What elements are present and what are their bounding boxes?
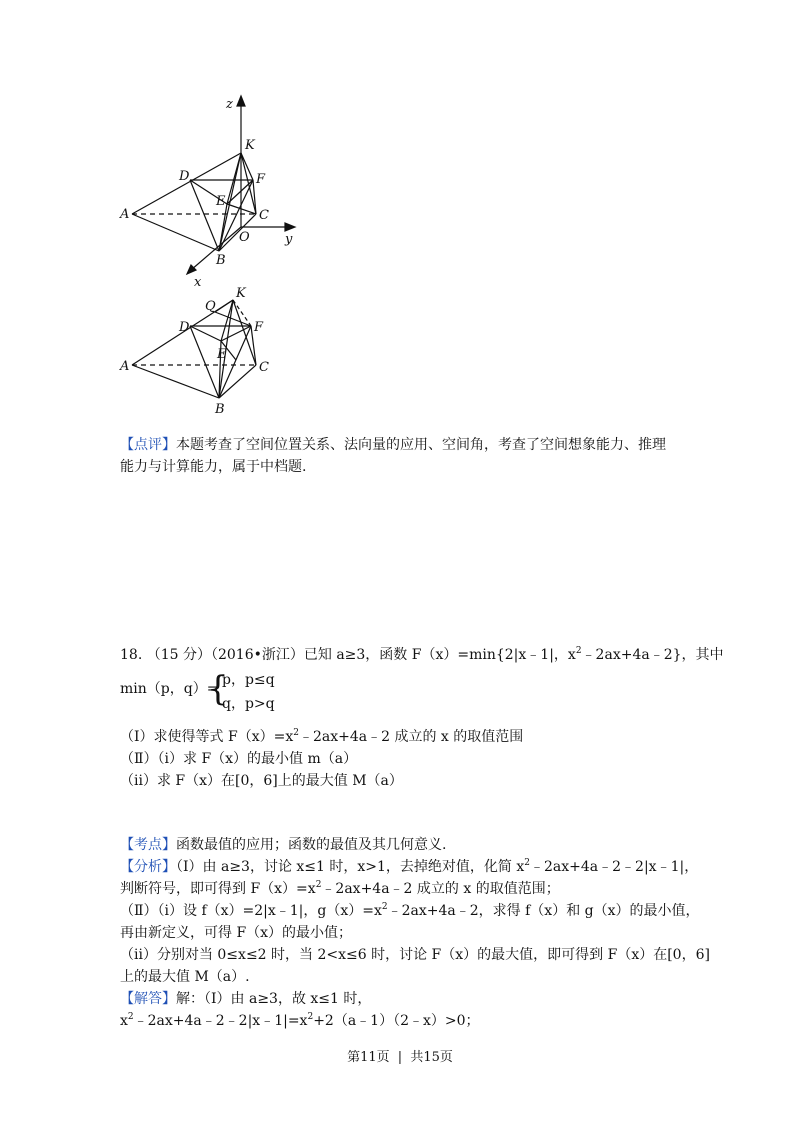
label-y: y <box>285 232 293 247</box>
label-O: O <box>239 230 250 245</box>
label-x: x <box>194 275 202 287</box>
fenxi-1-b: ﹣2ax+4a﹣2﹣2|x﹣1|， <box>530 859 699 875</box>
comment-line-2: 能力与计算能力，属于中档题. <box>120 459 307 475</box>
comment-text-1: 本题考查了空间位置关系、法向量的应用、空间角，考查了空间想象能力、推理 <box>176 437 666 453</box>
problem-source: （2016•浙江） <box>210 647 304 663</box>
part-1-sup: 2 <box>293 728 299 738</box>
jieda-2-c: +2（a﹣1）（2﹣x）>0； <box>313 1013 480 1029</box>
problem-stem-b: ﹣2ax+4a﹣2}，其中 <box>581 647 724 663</box>
figure-1-diagram <box>115 92 305 287</box>
fenxi-3-a: （Ⅱ）（i）设 f（x）=2|x﹣1|，g（x）=x <box>120 903 382 919</box>
fenxi-line-4: 再由新定义，可得 F（x）的最小值； <box>120 925 353 941</box>
problem-stem <box>120 644 724 666</box>
piecewise-brace: { <box>207 669 229 709</box>
min-definition-label: min（p，q）= <box>120 681 219 697</box>
comment-line-1 <box>120 434 666 456</box>
label-z: z <box>226 97 233 112</box>
jieda-line-2 <box>120 1010 480 1032</box>
part-1-a: （Ⅰ）求使得等式 F（x）=x <box>120 729 294 745</box>
problem-stem-a: 已知 a≥3，函数 F（x）=min{2|x﹣1|，x <box>303 647 576 663</box>
y-axis-arrow <box>285 223 295 231</box>
label-A: A <box>120 207 130 222</box>
label-K: K <box>245 138 255 153</box>
label-D: D <box>179 169 190 184</box>
jieda-2-sup2: 2 <box>307 1012 314 1022</box>
part-3: （ii）求 F（x）在[0，6]上的最大值 M（a） <box>120 773 403 789</box>
jieda-2-b: ﹣2ax+4a﹣2﹣2|x﹣1|=x <box>133 1013 308 1029</box>
jieda-2-sup1: 2 <box>127 1012 134 1022</box>
fenxi-1-sup: 2 <box>524 858 531 868</box>
fenxi-2-sup: 2 <box>315 880 322 890</box>
label-Q: Q <box>205 299 216 314</box>
jieda-tag: 【解答】 <box>120 991 176 1007</box>
comment-tag: 【点评】 <box>120 437 176 453</box>
figure-2-diagram <box>115 283 285 418</box>
label-D: D <box>179 320 190 335</box>
label-B: B <box>216 253 226 268</box>
problem-number: 18. <box>120 647 143 663</box>
label-A: A <box>120 359 130 374</box>
page-footer <box>0 1047 800 1069</box>
fenxi-line-6: 上的最大值 M（a）. <box>120 969 250 985</box>
part-1 <box>120 726 523 748</box>
label-B: B <box>215 402 225 417</box>
kaodian-line <box>120 834 446 856</box>
fenxi-line-3 <box>120 900 700 922</box>
jieda-2-a: x <box>120 1013 128 1029</box>
footer-separator: | <box>397 1050 403 1065</box>
piecewise-case-2: q，p>q <box>222 696 275 712</box>
part-2: （Ⅱ）（i）求 F（x）的最小值 m（a） <box>120 751 358 767</box>
fenxi-tag: 【分析】 <box>120 859 176 875</box>
jieda-line-1 <box>120 988 371 1010</box>
part-1-b: ﹣2ax+4a﹣2 成立的 x 的取值范围 <box>298 729 524 745</box>
fenxi-2-b: ﹣2ax+4a﹣2 成立的 x 的取值范围； <box>321 881 560 897</box>
piecewise-case-1: p，p≤q <box>222 672 275 688</box>
label-F: F <box>256 172 266 187</box>
label-C: C <box>259 360 269 375</box>
fenxi-line-5: （ii）分别对当 0≤x≤2 时，当 2<x≤6 时，讨论 F（x）的最大值，即可得到 F（x）在[0，6] <box>120 947 710 963</box>
footer-total: 共15页 <box>410 1050 453 1065</box>
kaodian-text: 函数最值的应用；函数的最值及其几何意义. <box>176 837 447 853</box>
fenxi-1-a: （Ⅰ）由 a≥3，讨论 x≤1 时，x>1，去掉绝对值，化简 x <box>176 859 525 875</box>
label-K: K <box>236 286 246 301</box>
problem-stem-sup: 2 <box>575 646 582 656</box>
fenxi-3-b: ﹣2ax+4a﹣2，求得 f（x）和 g（x）的最小值， <box>387 903 700 919</box>
kaodian-tag: 【考点】 <box>120 837 176 853</box>
label-C: C <box>259 208 269 223</box>
fenxi-line-1 <box>120 856 698 878</box>
fenxi-line-2 <box>120 878 560 900</box>
fenxi-2-a: 判断符号，即可得到 F（x）=x <box>120 881 316 897</box>
problem-score: （15 分） <box>146 647 211 663</box>
fenxi-3-sup: 2 <box>381 902 388 912</box>
label-E: E <box>217 347 227 362</box>
label-F: F <box>254 320 264 335</box>
jieda-1: 解：（Ⅰ）由 a≥3，故 x≤1 时， <box>176 991 372 1007</box>
z-axis-arrow <box>237 96 245 106</box>
footer-page: 第11页 <box>347 1050 390 1065</box>
label-E: E <box>216 194 226 209</box>
